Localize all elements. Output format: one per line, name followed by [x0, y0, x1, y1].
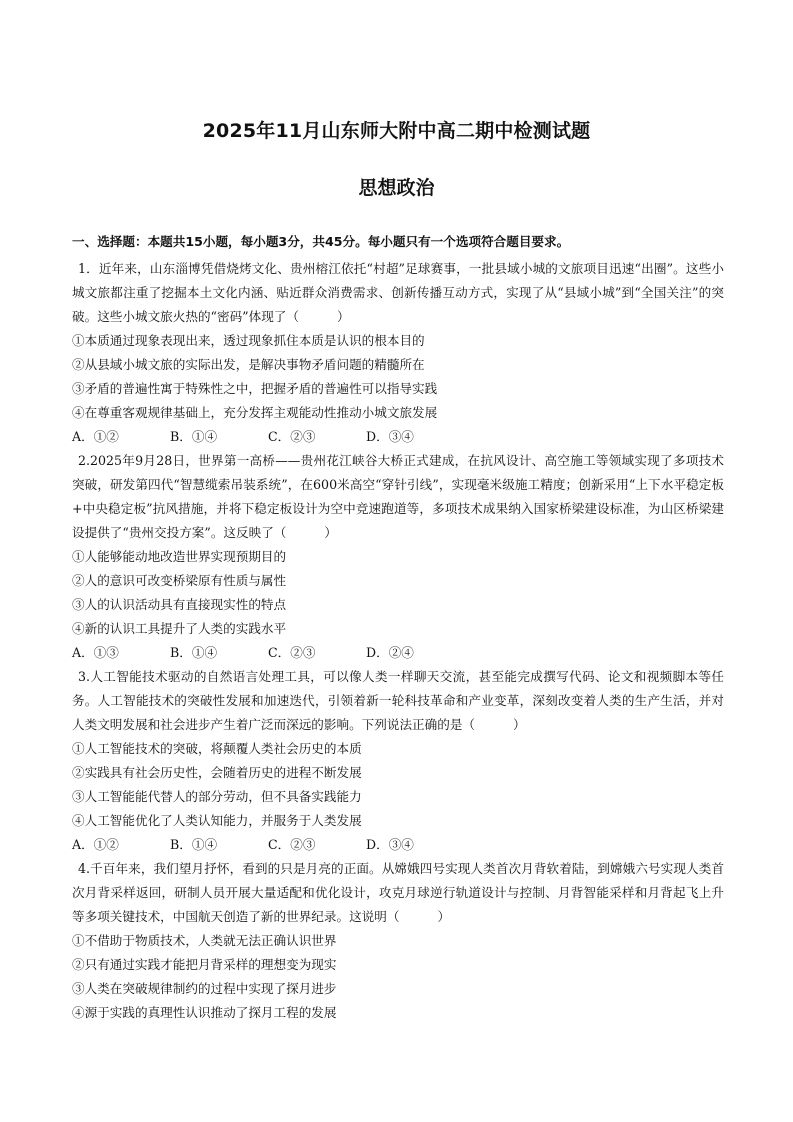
choice-b: B．①④ [170, 429, 218, 444]
choice-c: C．②③ [268, 645, 316, 660]
statement-item: ①本质通过现象表现出来，透过现象抓住本质是认识的根本目的 [72, 333, 425, 348]
statement-item: ③人类在突破规律制约的过程中实现了探月进步 [72, 981, 337, 996]
choice-a: A．①② [72, 837, 119, 852]
statement-item: ②实践具有社会历史性，会随着历史的进程不断发展 [72, 765, 362, 780]
choice-d: D．③④ [366, 429, 414, 444]
statement-item: ①人能够能动地改造世界实现预期目的 [72, 549, 287, 564]
answer-choices [72, 425, 724, 449]
question-stem-close: ） [437, 909, 451, 924]
choice-b: B．①④ [170, 645, 218, 660]
choice-c: C．②③ [268, 429, 316, 444]
statement-item: ②人的意识可改变桥梁原有性质与属性 [72, 573, 287, 588]
question-stem [72, 257, 724, 329]
question-stem-text: 4.千百年来，我们望月抒怀，看到的只是月亮的正面。从嫦娥四号实现人类首次月背软着陆，到嫦娥六号实现人类首次月背采样返回，研制人员开展大量适配和优化设计，攻克月球逆行轨道设计与控制、月背智能采样和月背起飞上升等多项关键技术，中国航天创造了新的世界纪录。这说明（ [72, 861, 724, 924]
choice-a: A．①③ [72, 645, 119, 660]
statement-item: ④新的认识工具提升了人类的实践水平 [72, 621, 287, 636]
exam-content [72, 232, 724, 1025]
statement-item: ④人工智能优化了人类认知能力，并服务于人类发展 [72, 813, 362, 828]
question-stem-close: ） [324, 525, 337, 540]
choice-a: A．①② [72, 429, 119, 444]
choice-b: B．①④ [170, 837, 218, 852]
statement-item: ②只有通过实践才能把月背采样的理想变为现实 [72, 957, 337, 972]
statement-item: ③人的认识活动具有直接现实性的特点 [72, 597, 287, 612]
question-stem-text: 2.2025年9月28日，世界第一高桥——贵州花江峡谷大桥正式建成，在抗风设计、高空施工等领域实现了多项技术突破，研发第四代“智慧缆索吊装系统”，在600米高空“穿针引线”，实现毫米级施工精度；创新采用“上下水平稳定板+中央稳定板”抗风措施，并将下稳定板设计为空中竞速跑道等，多项技术成果纳入国家桥梁建设标准，为山区桥梁建设提供了“贵州交投方案”。这反映了（ [72, 453, 724, 540]
section-heading: 一、选择题：本题共15小题，每小题3分，共45分。每小题只有一个选项符合题目要求。 [72, 234, 570, 249]
statement-item: ①不借助于物质技术，人类就无法正确认识世界 [72, 933, 337, 948]
question-4 [72, 857, 724, 1025]
statement-item: ①人工智能技术的突破，将颠覆人类社会历史的本质 [72, 741, 362, 756]
choice-c: C．②③ [268, 837, 316, 852]
answer-choices [72, 641, 724, 665]
question-stem-close: ） [513, 717, 526, 732]
question-stem-text: 3.人工智能技术驱动的自然语言处理工具，可以像人类一样聊天交流，甚至能完成撰写代码、论文和视频脚本等任务。人工智能技术的突破性发展和加速迭代，引领着新一轮科技革命和产业变革，深刻改变着人类的生产生活，并对人类文明发展和社会进步产生着广泛而深远的影响。下列说法正确的是（ [72, 669, 724, 732]
page-title: 2025年11月山东师大附中高二期中检测试题 [202, 120, 591, 142]
choice-d: D．③④ [366, 837, 414, 852]
question-2 [72, 449, 724, 665]
question-stem [72, 857, 724, 929]
statement-item: ④源于实践的真理性认识推动了探月工程的发展 [72, 1005, 337, 1020]
answer-choices [72, 833, 724, 857]
statement-item: ④在尊重客观规律基础上，充分发挥主观能动性推动小城文旅发展 [72, 405, 438, 420]
statement-item: ②从县域小城文旅的实际出发，是解决事物矛盾问题的精髓所在 [72, 357, 425, 372]
question-3 [72, 665, 724, 857]
statement-item: ③矛盾的普遍性寓于特殊性之中，把握矛盾的普遍性可以指导实践 [72, 381, 438, 396]
question-stem-text: 1．近年来，山东淄博凭借烧烤文化、贵州榕江依托“村超”足球赛事，一批县域小城的文旅项目迅速“出圈”。这些小城文旅都注重了挖掘本土文化内涵、贴近群众消费需求、创新传播互动方式，实现了从“县域小城”到“全国关注”的突破。这些小城文旅火热的“密码”体现了（ [72, 261, 724, 324]
subject-title: 思想政治 [358, 177, 435, 199]
question-stem [72, 449, 724, 545]
statement-item: ③人工智能能代替人的部分劳动，但不具备实践能力 [72, 789, 362, 804]
question-stem-close: ） [336, 309, 350, 324]
question-stem [72, 665, 724, 737]
question-1 [72, 257, 724, 449]
choice-d: D．②④ [366, 645, 414, 660]
